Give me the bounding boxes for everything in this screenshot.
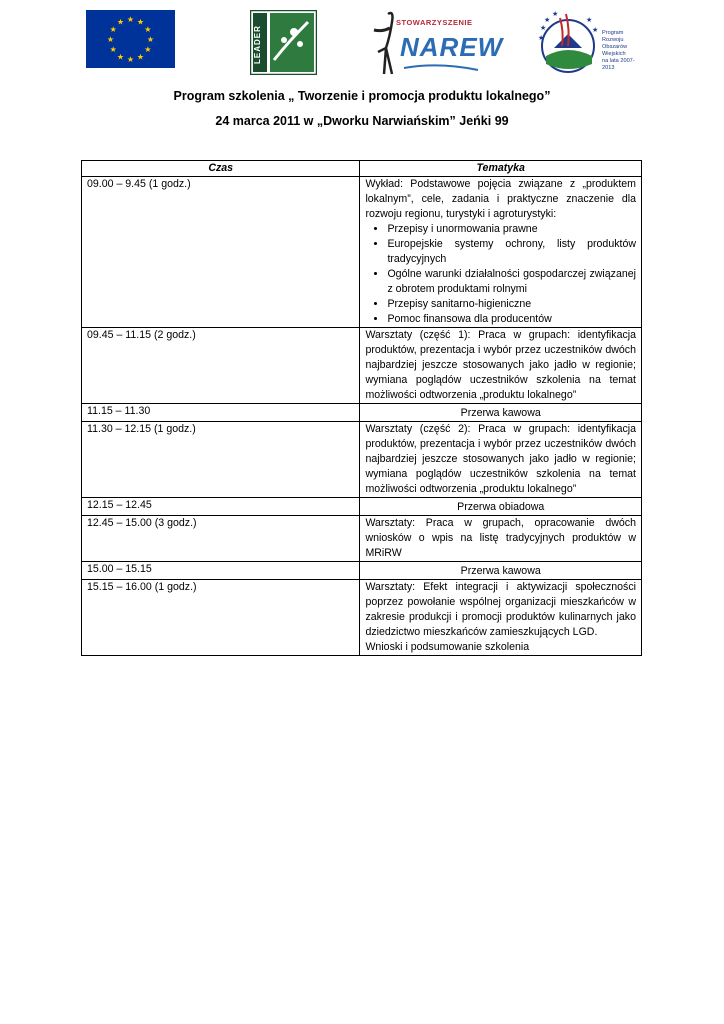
table-row [82,177,642,328]
topic-text: Wykład: Podstawowe pojęcia związane z „produktem lokalnym”, cele, zadania i praktyczne znaczenie dla rozwoju regionu, turystyki i agroturystyki: [365,178,636,220]
topic-cell: Warsztaty: Praca w grupach, opracowanie dwóch wniosków o wpis na listę tradycyjnych produktów w MRiRW [360,516,642,562]
svg-text:★: ★ [540,24,547,32]
svg-text:★: ★ [116,17,125,27]
svg-text:★: ★ [144,45,152,54]
table-row [82,580,642,656]
svg-text:★: ★ [136,17,145,27]
topic-cell: Warsztaty (część 1): Praca w grupach: identyfikacja produktów, prezentacja i wybór przez uczestników dwóch najbardziej jeszcze stosowanych jako jadło w regionie; wymiana poglądów uczestników szkolenia na temat możliwości odtworzenia „produktu lokalnego” [360,328,642,404]
list-item: • Pomoc finansowa dla producentów [387,312,636,327]
list-item: • Ogólne warunki działalności gospodarczej związanej z obrotem produktami rolnymi [387,267,636,297]
leader-logo-text: LEADER [253,25,262,65]
list-item: • Przepisy sanitarno-higieniczne [387,297,636,312]
svg-text:★: ★ [109,25,117,34]
prow-line-3: Obszarów [602,44,628,50]
topic-text: Warsztaty: Efekt integracji i aktywizacji społeczności poprzez powołanie wspólnej organizacji mieszkańców w zakresie produkcji i promocji produktów kulinarnych jako dziedzictwo mieszkańców zamieszkujących LGD. [365,581,636,638]
leader-logo [250,10,317,75]
svg-text:★: ★ [106,35,115,44]
table-row [82,328,642,404]
prow-line-5: na lata 2007-2013 [602,58,635,71]
prow-line-4: Wiejskich [602,51,626,57]
header-topic: Tematyka [360,161,642,177]
break-cell: Przerwa kawowa [360,404,642,422]
prow-logo [536,8,642,78]
time-cell: 11.30 – 12.15 (1 godz.) [82,422,360,498]
time-cell: 09.00 – 9.45 (1 godz.) [82,177,360,328]
prow-emblem-icon [536,8,600,78]
table-row [82,498,642,516]
table-row [82,422,642,498]
break-cell: Przerwa obiadowa [360,498,642,516]
svg-text:★: ★ [146,35,155,44]
time-cell: 12.45 – 15.00 (3 godz.) [82,516,360,562]
narew-top-text: STOWARZYSZENIE [396,18,473,27]
svg-text:★: ★ [126,55,135,64]
time-cell: 15.15 – 16.00 (1 godz.) [82,580,360,656]
break-cell: Przerwa kawowa [360,562,642,580]
topic-cell [360,580,642,656]
table-row [82,562,642,580]
list-item: • Przepisy i unormowania prawne [387,222,636,237]
svg-text:★: ★ [136,52,145,62]
svg-text:★: ★ [109,45,117,54]
time-cell: 09.45 – 11.15 (2 godz.) [82,328,360,404]
topic-bullet-list [365,222,636,327]
topic-extra-text: Wnioski i podsumowanie szkolenia [365,641,530,653]
table-row [82,404,642,422]
list-item: • Europejskie systemy ochrony, listy produktów tradycyjnych [387,237,636,267]
prow-line-2: Rozwoju [602,37,624,43]
svg-text:★: ★ [592,26,599,34]
schedule-table [81,160,642,656]
narew-main-text: NAREW [400,32,504,62]
svg-text:★: ★ [126,15,135,24]
svg-text:★: ★ [586,16,593,24]
narew-logo [368,8,504,78]
topic-cell: Warsztaty (część 2): Praca w grupach: identyfikacja produktów, prezentacja i wybór przez uczestników dwóch najbardziej jeszcze stosowanych jako jadło w regionie; wymiana poglądów uczestników szkolenia na temat możliwości odtworzenia „produktu lokalnego” [360,422,642,498]
svg-text:★: ★ [544,16,551,24]
time-cell: 12.15 – 12.45 [82,498,360,516]
time-cell: 15.00 – 15.15 [82,562,360,580]
document-title: Program szkolenia „ Tworzenie i promocja produktu lokalnego” [173,89,551,103]
time-cell: 11.15 – 11.30 [82,404,360,422]
topic-cell [360,177,642,328]
svg-text:★: ★ [538,34,545,42]
table-header-row [82,161,642,177]
svg-text:★: ★ [116,52,125,62]
eu-flag-logo [86,10,175,68]
svg-text:★: ★ [144,25,152,34]
prow-line-1: Program [602,30,624,36]
logo-bar [0,8,724,78]
table-row [82,516,642,562]
document-subtitle: 24 marca 2011 w „Dworku Narwiańskim” Jeńki 99 [215,114,509,128]
svg-text:★: ★ [552,10,559,18]
prow-text [602,30,642,72]
header-time: Czas [82,161,360,177]
